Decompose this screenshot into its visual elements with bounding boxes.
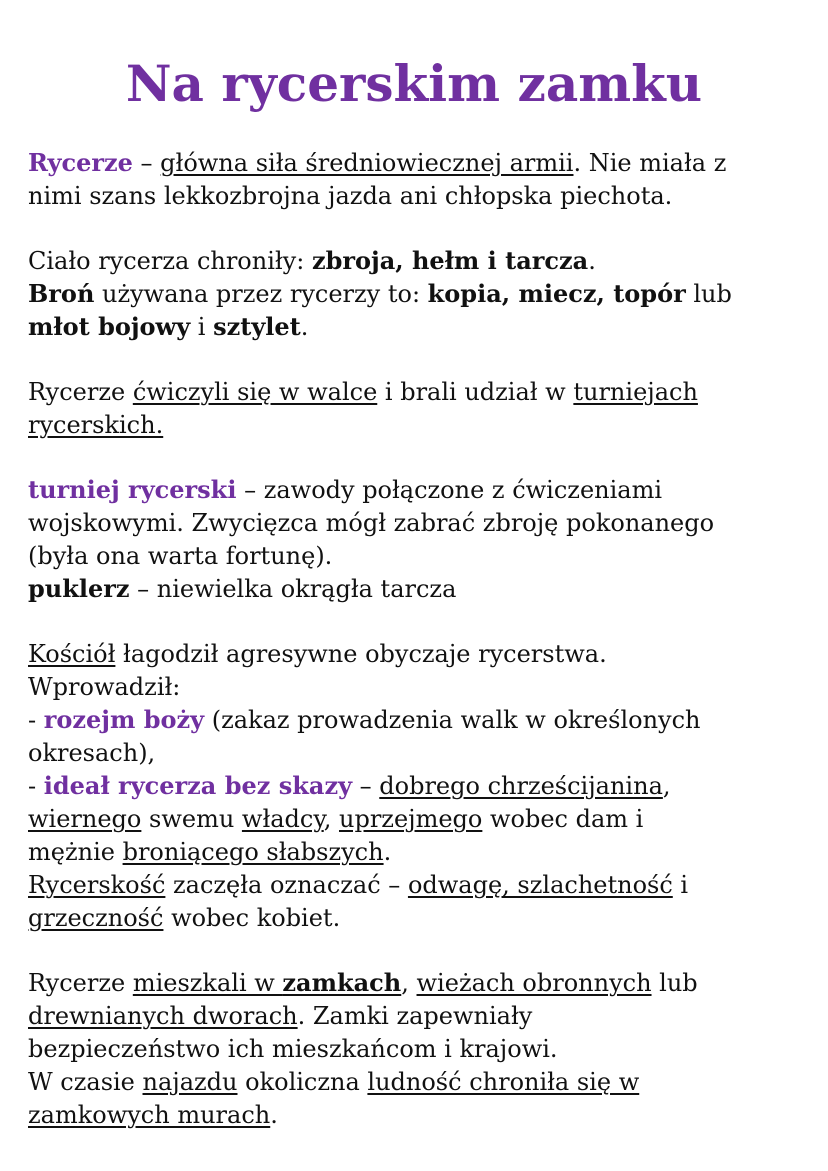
text-segment: Ciało rycerza chroniły: [28,247,312,275]
text-segment: lub [651,969,698,997]
text-line [28,803,643,835]
text-segment: okoliczna [237,1068,368,1096]
text-line [28,245,596,277]
emphasized-text: grzeczność [28,904,164,932]
text-segment: . Nie miała z [573,149,727,177]
emphasized-text: rycerskich. [28,411,164,439]
text-line [28,180,672,212]
emphasized-text: broniącego słabszych [122,838,384,866]
text-segment: . [383,838,392,866]
text-line [28,704,701,736]
text-line [28,540,332,572]
emphasized-text: mieszkali w [132,969,283,997]
text-segment: (zakaz prowadzenia walk w określonych [204,706,701,734]
text-segment: . [270,1101,278,1129]
emphasized-text: najazdu [142,1068,238,1096]
text-segment: – [352,772,380,800]
text-line [28,1033,558,1065]
text-line [28,967,698,999]
emphasized-text: wiernego [28,805,142,833]
text-segment: i [190,313,214,341]
emphasized-text: kopia, miecz, topór [427,279,686,308]
text-line [28,376,698,408]
text-segment: . Zamki zapewniały [297,1002,533,1030]
emphasized-text: dobrego chrześcijanina [379,772,663,800]
text-line [28,147,726,179]
emphasized-text: wieżach obronnych [416,969,652,997]
text-line [28,770,671,802]
emphasized-text: Broń [28,279,95,308]
text-segment: i brali udział w [377,378,574,406]
text-segment: . [300,313,309,341]
text-segment: - [28,706,44,734]
text-line [28,474,662,506]
text-line [28,278,732,310]
text-line [28,311,308,343]
text-segment: okresach), [28,739,156,767]
emphasized-text: Rycerskość [28,871,166,899]
emphasized-text: ludność chroniła się w [367,1068,640,1096]
page-title: Na rycerskim zamku [125,54,703,113]
text-segment: lub [685,280,732,308]
emphasized-text: ćwiczyli się w walce [132,378,378,406]
text-segment: swemu [141,805,242,833]
text-segment: nimi szans lekkozbrojna jazda ani chłopska piechota. [28,182,673,210]
text-segment: Rycerze [28,378,133,406]
highlighted-term: ideał rycerza bez skazy [43,771,353,800]
text-segment: mężnie [28,838,123,866]
highlighted-term: Rycerze [28,148,133,177]
text-segment: wojskowymi. Zwycięzca mógł zabrać zbroję pokonanego [28,509,715,537]
emphasized-text: Kościół [28,640,116,668]
text-segment: używana przez rycerzy to: [94,280,428,308]
text-segment: Wprowadził: [28,673,181,701]
text-segment: , [662,772,671,800]
emphasized-text: turniejach [573,378,698,406]
text-segment: – zawody połączone z ćwiczeniami [236,476,663,504]
text-line [28,1099,278,1131]
text-segment: – niewielka okrągła tarcza [129,575,457,603]
text-segment: Rycerze [28,969,133,997]
emphasized-text: władcy [241,805,324,833]
text-line [28,638,607,670]
text-line [28,1000,532,1032]
emphasized-text: uprzejmego [339,805,483,833]
highlighted-term: turniej rycerski [28,475,237,504]
text-line [28,409,163,441]
emphasized-text: sztylet [213,312,301,341]
emphasized-text: odwagę, szlachetność [407,871,673,899]
text-segment: bezpieczeństwo ich mieszkańcom i krajowi. [28,1035,558,1063]
text-segment: wobec kobiet. [163,904,341,932]
emphasized-text: drewnianych dworach [28,1002,298,1030]
emphasized-text: zamkach [282,968,402,997]
text-segment: zaczęła oznaczać – [165,871,408,899]
text-segment: – [132,149,161,177]
text-segment: W czasie [28,1068,143,1096]
text-line [28,737,155,769]
text-line [28,507,714,539]
emphasized-text: zbroja, hełm i tarcza [311,246,589,275]
text-segment: , [401,969,417,997]
text-line [28,573,456,605]
emphasized-text: zamkowych murach [28,1101,271,1129]
text-segment: . [588,247,596,275]
text-line [28,869,688,901]
emphasized-text: główna siła średniowiecznej armii [160,149,574,177]
text-segment: (była ona warta fortunę). [28,542,333,570]
highlighted-term: rozejm boży [43,705,205,734]
emphasized-text: puklerz [28,574,130,603]
text-line [28,902,340,934]
text-line [28,836,391,868]
text-segment: wobec dam i [482,805,644,833]
text-line [28,1066,639,1098]
emphasized-text: młot bojowy [28,312,191,341]
text-segment: , [323,805,339,833]
text-line [28,671,180,703]
text-segment: - [28,772,44,800]
text-segment: łagodził agresywne obyczaje rycerstwa. [115,640,607,668]
text-segment: i [672,871,689,899]
